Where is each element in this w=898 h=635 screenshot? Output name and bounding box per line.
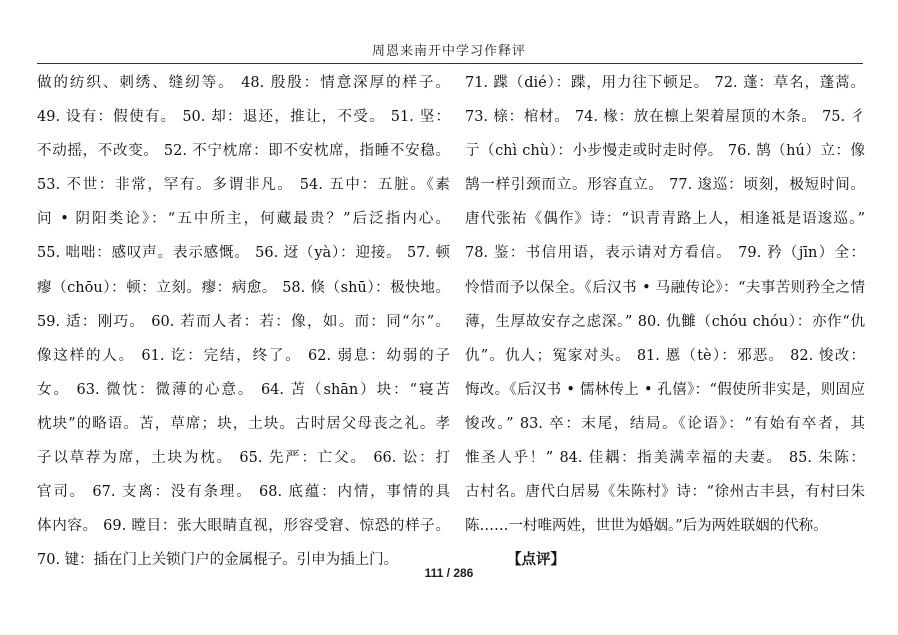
text-line: 71. 蹀（dié）：蹀，用力往下顿足。 72. 蓬：草名，蓬蒿。 [465, 75, 865, 91]
text-line: 73. 榇：棺材。 74. 椽：放在檩上架着屋顶的木条。 75. 彳 [465, 109, 865, 126]
text-line: 59. 适：刚巧。 60. 若而人者：若：像，如。而：同“尔”。 [37, 313, 450, 330]
section-heading: 【点评】 [507, 551, 565, 569]
text-line: 子以草荐为席，土块为枕。 65. 先严：亡父。 66. 讼：打 [37, 450, 450, 467]
text-line: 做的纺织、刺绣、缝纫等。 48. 殷殷：情意深厚的样子。 [37, 75, 450, 91]
text-line: 不动摇，不改变。 52. 不宁枕席：即不安枕席，指睡不安稳。 [37, 143, 450, 160]
text-line: 70. 键：插在门上关锁门户的金属棍子。引申为插上门。 [37, 552, 399, 569]
text-line: 官司。 67. 支离：没有条理。 68. 底蕴：内情，事情的具 [37, 484, 450, 501]
header-divider [37, 63, 863, 64]
text-line: 亍（chì chù）：小步慢走或时走时停。 76. 鹄（hú）立：像 [465, 143, 865, 160]
page-header: 周恩来南开中学习作释评 [371, 44, 526, 59]
text-line: 薄，生厚故安存之虑深。” 80. 仇雠（chóu chóu）：亦作“仇 [465, 313, 865, 330]
text-line: 悛改。” 83. 卒：末尾，结局。《论语》：“有始有卒者，其 [465, 415, 865, 432]
text-line: 古村名。唐代白居易《朱陈村》诗：“徐州古丰县，有村曰朱 [465, 484, 865, 501]
text-line: 仇”。仇人；冤家对头。 81. 慝（tè）：邪恶。 82. 悛改： [465, 347, 865, 364]
text-line: 怜惜而予以保全。《后汉书 • 马融传论》：“夫事苦则矜全之情 [465, 279, 865, 296]
text-line: 鹄一样引颈而立。形容直立。 77. 逡巡：顷刻，极短时间。 [465, 177, 865, 194]
right-column [465, 66, 865, 577]
text-line: 陈……一村唯两姓，世世为婚姻。”后为两姓联姻的代称。 [465, 518, 828, 535]
text-line: 78. 鉴：书信用语，表示请对方看信。 79. 矜（jīn）全： [465, 245, 865, 262]
text-line: 问 • 阴阳类论》：“五中所主，何藏最贵？”后泛指内心。 [37, 211, 450, 228]
text-line: 枕块”的略语。苫，草席；块，土块。古时居父母丧之礼。孝 [37, 415, 450, 432]
text-line: 悔改。《后汉书 • 儒林传上 • 孔僖》：“假使所非实是，则固应 [465, 381, 865, 398]
text-line: 唐代张祐《偶作》诗：“识青青路上人，相逢祗是语逡巡。” [465, 211, 865, 228]
text-line: 惟圣人乎！” 84. 佳耦：指美满幸福的夫妻。 85. 朱陈： [465, 450, 865, 467]
text-line: 49. 设有：假使有。 50. 却：退还，推让，不受。 51. 坚： [37, 109, 450, 126]
page-number: 111 / 286 [424, 566, 474, 580]
text-line: 55. 咄咄：感叹声。表示感慨。 56. 迓（yà）：迎接。 57. 顿 [37, 245, 450, 262]
text-line: 瘳（chōu）：顿：立刻。瘳：病愈。 58. 倏（shū）：极快地。 [37, 279, 450, 296]
text-line: 女。 63. 微忱：微薄的心意。 64. 苫（shān）块：“寝苫 [37, 381, 450, 398]
text-line: 53. 不世：非常，罕有。多谓非凡。 54. 五中：五脏。《素 [37, 177, 450, 194]
left-column [37, 66, 450, 577]
text-line: 体内容。 69. 瞠目：张大眼睛直视，形容受窘、惊恐的样子。 [37, 518, 450, 535]
text-line: 像这样的人。 61. 讫：完结，终了。 62. 弱息：幼弱的子 [37, 347, 450, 364]
